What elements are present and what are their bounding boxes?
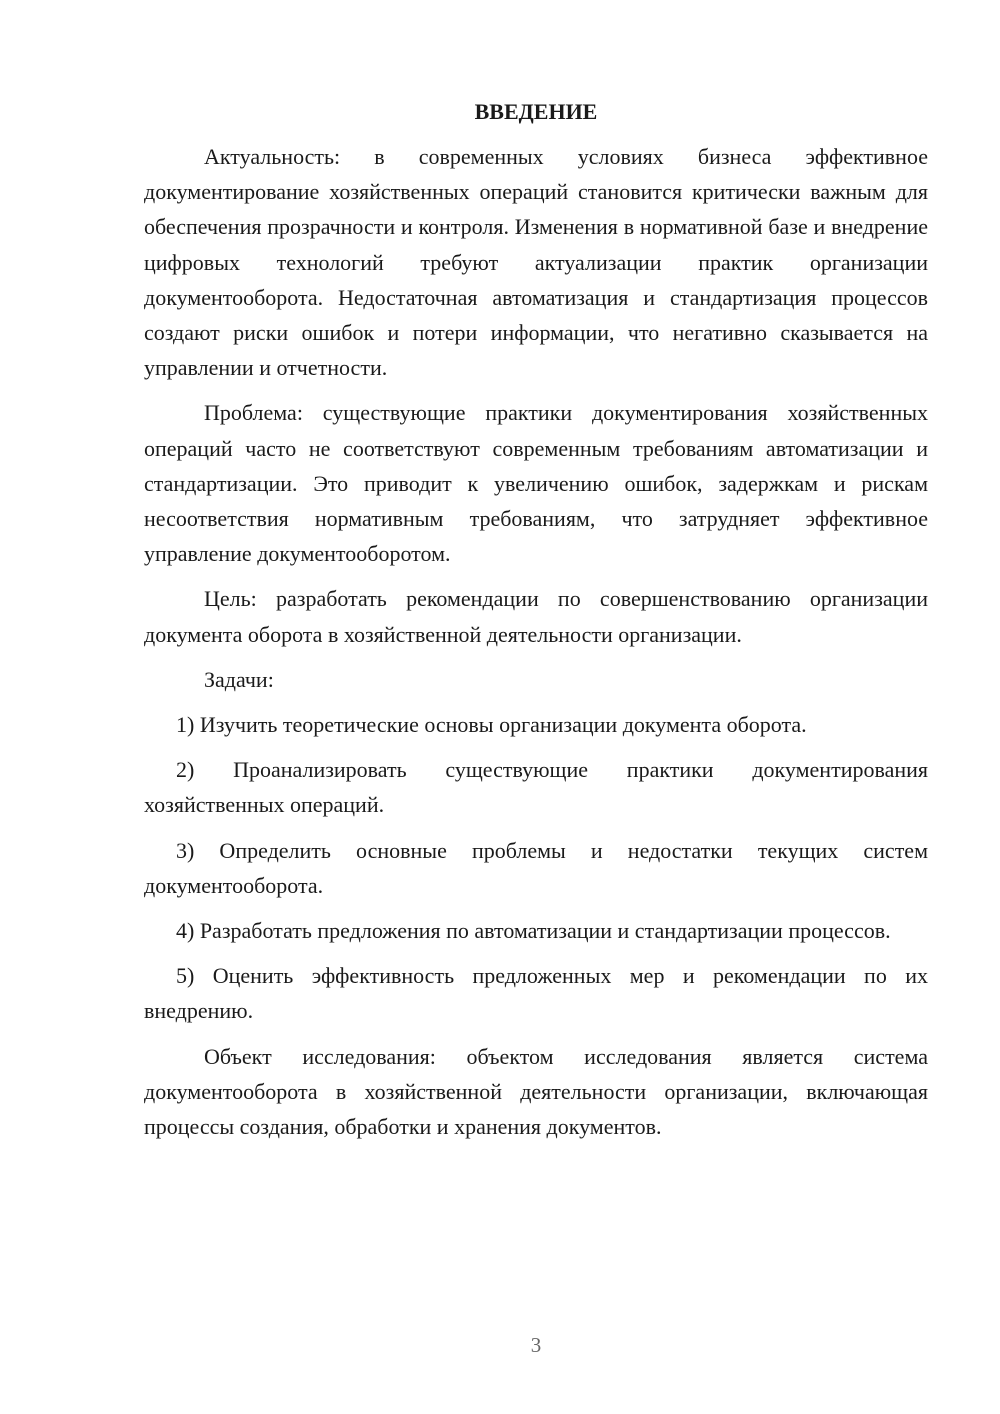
goal-paragraph: Цель: разработать рекомендации по совершенствованию организации документа оборота в хозяйственной деятельности организации. bbox=[144, 586, 928, 647]
page-number: 3 bbox=[530, 1333, 542, 1357]
document-body bbox=[144, 94, 928, 1154]
problem-paragraph: Проблема: существующие практики документирования хозяйственных операций часто не соответствуют современным требованиям автоматизации и стандартизации. Это приводит к увеличению ошибок, задержкам и рискам несоответствия нормативным требованиям, что затрудняет эффективное управление документооборотом. bbox=[144, 400, 928, 567]
task-item: 5) Оценить эффективность предложенных мер и рекомендации по их внедрению. bbox=[144, 963, 928, 1024]
task-item: 4) Разработать предложения по автоматизации и стандартизации процессов. bbox=[176, 918, 891, 944]
task-item: 2) Проанализировать существующие практики документирования хозяйственных операций. bbox=[144, 757, 928, 818]
task-item: 1) Изучить теоретические основы организации документа оборота. bbox=[176, 712, 807, 738]
relevance-paragraph: Актуальность: в современных условиях бизнеса эффективное документирование хозяйственных операций становится критически важным для обеспечения прозрачности и контроля. Изменения в нормативной базе и внедрение цифровых технологий требуют актуализации практик организации документооборота. Недостаточная автоматизация и стандартизация процессов создают риски ошибок и потери информации, что негативно сказывается на управлении и отчетности. bbox=[144, 144, 928, 381]
object-paragraph: Объект исследования: объектом исследования является система документооборота в хозяйственной деятельности организации, включающая процессы создания, обработки и хранения документов. bbox=[144, 1043, 928, 1140]
section-title: ВВЕДЕНИЕ bbox=[474, 99, 598, 124]
tasks-heading: Задачи: bbox=[204, 666, 274, 692]
task-item: 3) Определить основные проблемы и недостатки текущих систем документооборота. bbox=[144, 837, 928, 898]
